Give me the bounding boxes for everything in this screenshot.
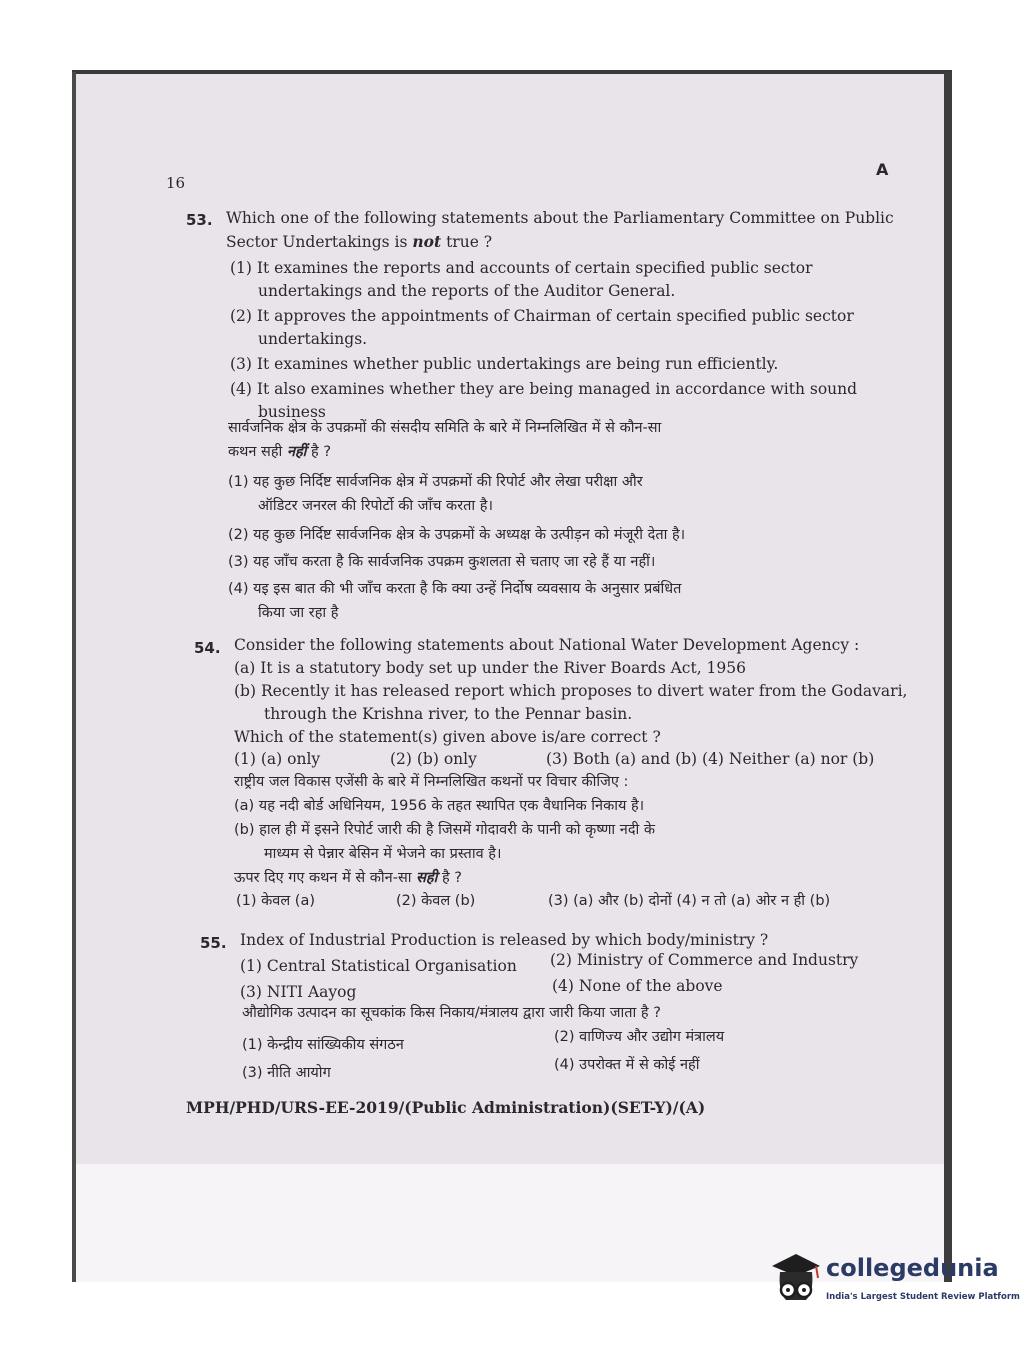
question-stem-hindi-cont: कथन सही नहीं है ?: [228, 444, 332, 460]
statement-b-hindi-cont: माध्यम से पेन्नार बेसिन में भेजने का प्रस्ताव है।: [264, 846, 502, 862]
option-1-hindi-cont: ऑडिटर जनरल की रिपोर्टो की जाँच करता है।: [258, 498, 493, 514]
question-stem: Index of Industrial Production is released by which body/ministry ?: [240, 931, 769, 949]
option-3-4-hindi: (3) (a) और (b) दोनों (4) न तो (a) ओर न ही (b): [548, 893, 831, 909]
paper-code-footer: MPH/PHD/URS-EE-2019/(Public Administration)(SET-Y)/(A): [186, 1098, 706, 1117]
option-1-hindi: (1) केन्द्रीय सांख्यिकीय संगठन: [242, 1037, 404, 1053]
option-4-hindi-cont: किया जा रहा है: [258, 605, 339, 621]
option-4-cont: business: [258, 403, 326, 421]
emphasis-hindi: नहीं: [286, 444, 307, 460]
logo-wordmark: collegedunia: [826, 1254, 999, 1282]
option-3-hindi: (3) यह जाँच करता है कि सार्वजनिक उपक्रम कुशलता से चताए जा रहे हैं या नहीं।: [228, 554, 656, 570]
statement-b: (b) Recently it has released report which proposes to divert water from the Godavari,: [234, 682, 908, 700]
option-2-hindi: (2) केवल (b): [396, 893, 476, 909]
option-2: (2) It approves the appointments of Chairman of certain specified public sector: [230, 307, 854, 325]
question-stem-hindi: सार्वजनिक क्षेत्र के उपक्रमों की संसदीय समिति के बारे में निम्नलिखित में से कौन-सा: [228, 420, 662, 436]
option-4-hindi: (4) उपरोक्त में से कोई नहीं: [554, 1057, 700, 1073]
collegedunia-logo: [766, 1248, 1020, 1312]
option-1: (1) (a) only: [234, 750, 321, 768]
option-4: (4) It also examines whether they are being managed in accordance with sound: [230, 380, 858, 398]
emphasis-hindi: सही: [416, 870, 438, 886]
option-2: (2) Ministry of Commerce and Industry: [550, 951, 859, 969]
set-letter: A: [876, 160, 889, 179]
option-1-hindi: (1) यह कुछ निर्दिष्ट सार्वजनिक क्षेत्र में उपक्रमों की रिपोर्ट और लेखा परीक्षा और: [228, 474, 643, 490]
option-3-hindi: (3) नीति आयोग: [242, 1065, 331, 1081]
statement-b-cont: through the Krishna river, to the Pennar basin.: [264, 705, 633, 723]
question-number: 54.: [194, 639, 221, 657]
question-stem-hindi: राष्ट्रीय जल विकास एजेंसी के बारे में निम्नलिखित कथनों पर विचार कीजिए :: [234, 774, 629, 790]
option-3: (3) NITI Aayog: [240, 983, 357, 1001]
statement-a: (a) It is a statutory body set up under the River Boards Act, 1956: [234, 659, 746, 677]
option-2: (2) (b) only: [390, 750, 477, 768]
statement-a-hindi: (a) यह नदी बोर्ड अधिनियम, 1956 के तहत स्थापित एक वैधानिक निकाय है।: [234, 798, 645, 814]
question-stem: Which one of the following statements about the Parliamentary Committee on Public: [226, 209, 894, 227]
mascot-icon: [766, 1248, 824, 1312]
option-4: (4) None of the above: [552, 977, 723, 995]
option-3-4: (3) Both (a) and (b) (4) Neither (a) nor (b): [546, 750, 875, 768]
question-ask: Which of the statement(s) given above is/are correct ?: [234, 728, 661, 746]
question-number: 55.: [200, 934, 227, 952]
option-2-hindi: (2) यह कुछ निर्दिष्ट सार्वजनिक क्षेत्र के उपक्रमों के अध्यक्ष के उत्पीड़न को मंजूरी देता है।: [228, 527, 686, 543]
option-1-cont: undertakings and the reports of the Auditor General.: [258, 282, 676, 300]
question-number: 53.: [186, 211, 213, 229]
option-2-hindi: (2) वाणिज्य और उद्योग मंत्रालय: [554, 1029, 725, 1045]
question-stem-cont: Sector Undertakings is not true ?: [226, 232, 493, 251]
statement-b-hindi: (b) हाल ही में इसने रिपोर्ट जारी की है जिसमें गोदावरी के पानी को कृष्णा नदी के: [234, 822, 656, 838]
emphasis: not: [412, 232, 442, 251]
option-1: (1) It examines the reports and accounts of certain specified public sector: [230, 259, 813, 277]
option-2-cont: undertakings.: [258, 330, 368, 348]
scan-edge-right: [944, 72, 952, 1282]
option-4-hindi: (4) यइ इस बात की भी जाँच करता है कि क्या उन्हें निर्दोष व्यवसाय के अनुसार प्रबंधित: [228, 581, 682, 597]
question-stem: Consider the following statements about National Water Development Agency :: [234, 636, 860, 654]
option-1-hindi: (1) केवल (a): [236, 893, 315, 909]
option-1: (1) Central Statistical Organisation: [240, 957, 517, 975]
page-number: 16: [166, 174, 186, 192]
option-3: (3) It examines whether public undertakings are being run efficiently.: [230, 355, 779, 373]
logo-tagline: India's Largest Student Review Platform: [826, 1292, 1020, 1302]
question-stem-hindi: औद्योगिक उत्पादन का सूचकांक किस निकाय/मंत्रालय द्वारा जारी किया जाता है ?: [242, 1005, 661, 1021]
question-ask-hindi: ऊपर दिए गए कथन में से कौन-सा सही है ?: [234, 870, 463, 886]
